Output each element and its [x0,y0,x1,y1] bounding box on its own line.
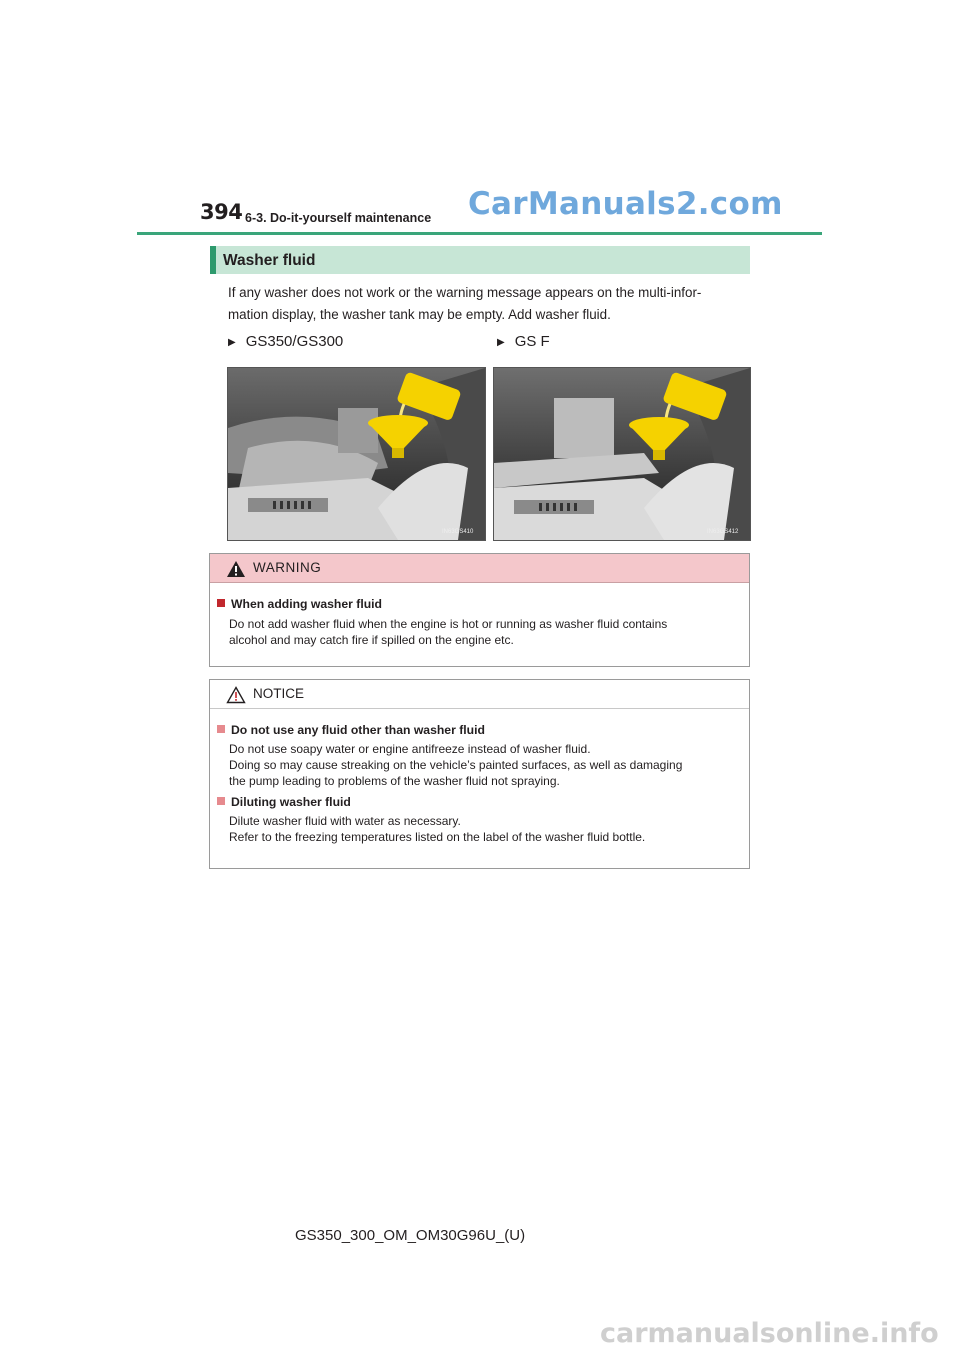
warning-title: WARNING [253,560,322,575]
image-code-left: IN63GS410 [442,529,474,535]
intro-line: mation display, the washer tank may be empty. Add washer fluid. [228,307,611,322]
page-number: 394 [200,200,243,224]
notice-text: Dilute washer fluid with water as necessary. Refer to the freezing temperatures listed on the label of the washer fluid bottle. [229,814,646,844]
intro-line: If any washer does not work or the warning message appears on the multi-infor- [228,285,702,300]
caution-triangle-icon [226,686,246,709]
engine-photo-gsf [493,367,751,541]
warning-content [217,597,742,648]
image-code-right: IN63GS412 [707,529,739,535]
square-bullet-icon [217,797,225,805]
warning-heading: When adding washer fluid [217,597,742,611]
notice-content [217,723,742,845]
footer-watermark[interactable]: carmanualsonline.info [600,1318,939,1349]
triangle-bullet-icon: ▶ [228,337,236,348]
model-label-gsf: ▶ GS F [497,333,550,350]
square-bullet-icon [217,725,225,733]
watermark-logo[interactable]: CarManuals2.com [468,186,783,222]
model-label-gs350: ▶ GS350/GS300 [228,333,344,350]
manual-code: GS350_300_OM_OM30G96U_(U) [295,1227,526,1244]
header-rule [137,232,822,235]
notice-title: NOTICE [253,686,305,701]
engine-photo-gs350 [227,367,486,541]
square-bullet-icon [217,599,225,607]
section-breadcrumb: 6-3. Do-it-yourself maintenance [245,211,432,225]
triangle-bullet-icon: ▶ [497,337,505,348]
section-title: Washer fluid [223,252,316,269]
notice-heading: Do not use any fluid other than washer fluid [217,723,742,737]
warning-triangle-icon [226,560,246,583]
intro-paragraph [228,282,748,326]
warning-text: Do not add washer fluid when the engine is hot or running as washer fluid contains alcohol and may catch fire if spilled on the engine etc. [229,617,668,647]
notice-heading: Diluting washer fluid [217,795,742,809]
notice-text: Do not use soapy water or engine antifreeze instead of washer fluid. Doing so may cause streaking on the vehicle’s painted surfaces, as well as damaging the pump leading to problems of the washer fluid not spraying. [229,742,683,788]
